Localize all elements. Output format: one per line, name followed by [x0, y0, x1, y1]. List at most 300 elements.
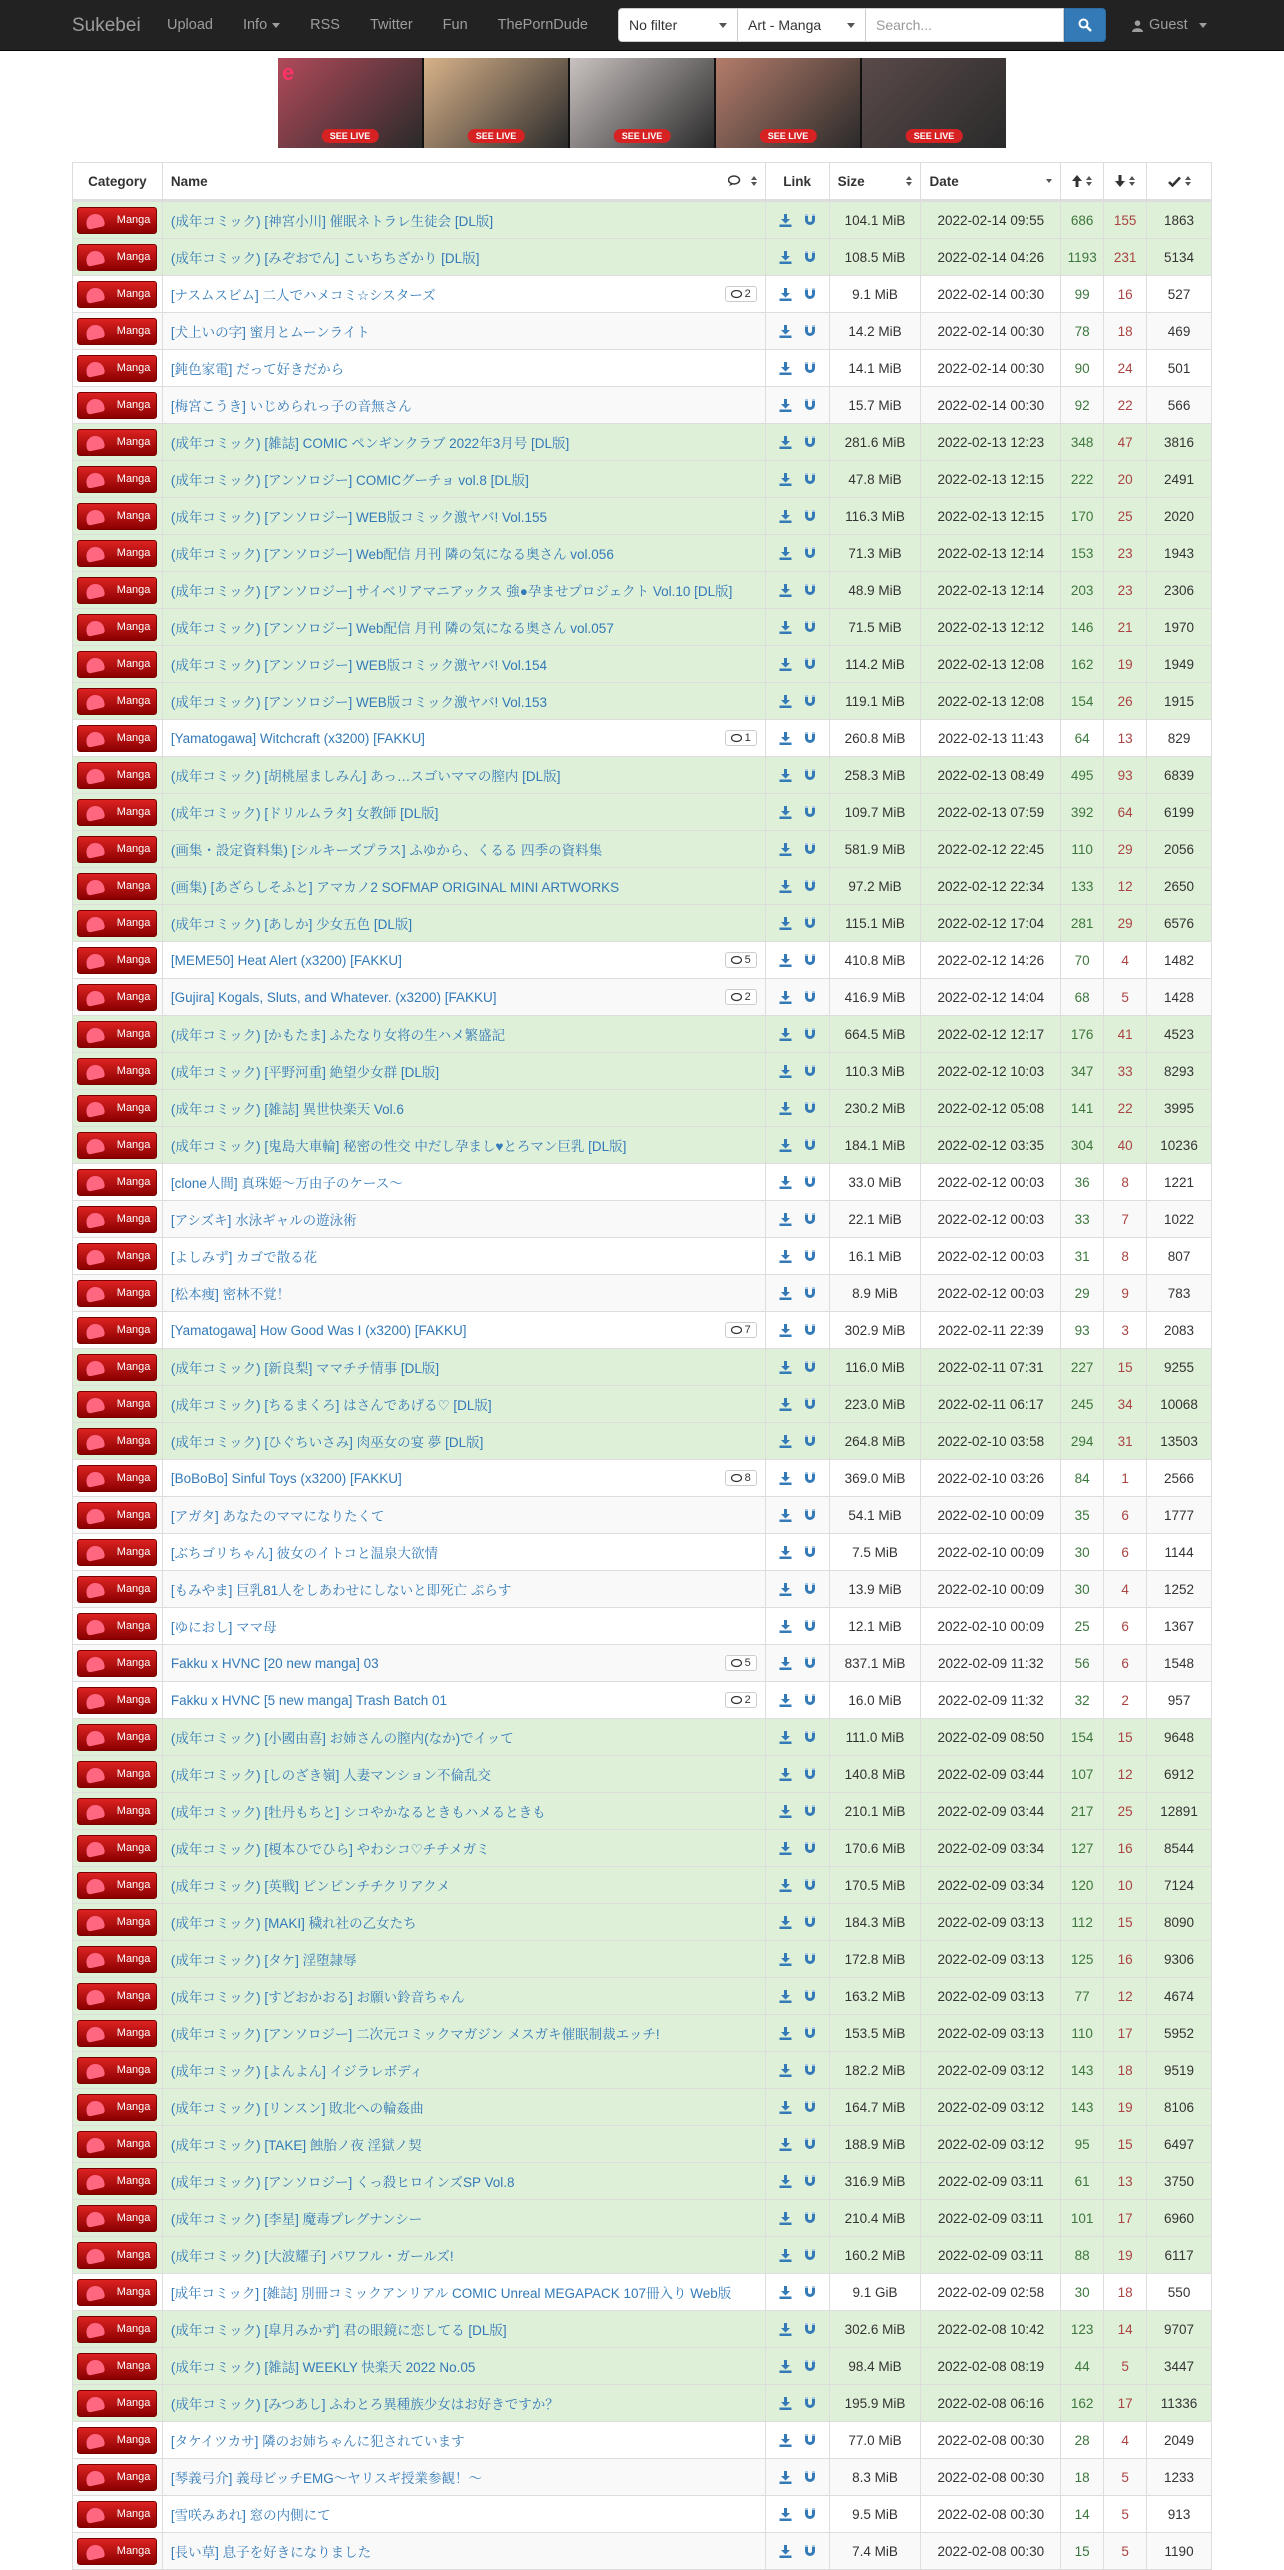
torrent-name-link[interactable]: Fakku x HVNC [5 new manga] Trash Batch 01	[170, 1692, 447, 1708]
magnet-icon[interactable]	[804, 1250, 816, 1263]
download-icon[interactable]	[779, 1139, 792, 1152]
ad-tile[interactable]	[570, 58, 716, 148]
manga-category-badge[interactable]	[77, 836, 157, 863]
download-icon[interactable]	[779, 2286, 792, 2299]
torrent-name-link[interactable]: [ナスムスビム] 二人でハメコミ☆シスターズ	[170, 288, 436, 303]
download-icon[interactable]	[779, 2397, 792, 2410]
manga-category-badge[interactable]	[77, 1539, 157, 1566]
torrent-name-link[interactable]: (成年コミック) [アンソロジー] COMICグーチョ vol.8 [DL版]	[170, 473, 529, 488]
magnet-icon[interactable]	[804, 1028, 816, 1041]
search-input[interactable]: Search...	[866, 8, 1064, 42]
torrent-name-link[interactable]: [犬上いの字] 蜜月とムーンライト	[170, 325, 370, 340]
seeders-cell: 154	[1060, 1719, 1103, 1755]
magnet-icon[interactable]	[804, 1176, 816, 1189]
magnet-icon[interactable]	[804, 214, 816, 227]
magnet-icon[interactable]	[804, 510, 816, 523]
download-icon[interactable]	[779, 1620, 792, 1633]
magnet-icon[interactable]	[804, 621, 816, 634]
torrent-name-link[interactable]: [アシズキ] 水泳ギャルの遊泳術	[170, 1213, 357, 1228]
download-icon[interactable]	[779, 2027, 792, 2040]
download-icon[interactable]	[779, 1176, 792, 1189]
download-icon[interactable]	[779, 362, 792, 375]
download-icon[interactable]	[779, 325, 792, 338]
manga-category-badge[interactable]	[77, 725, 157, 752]
magnet-icon[interactable]	[804, 547, 816, 560]
manga-category-badge[interactable]	[77, 1761, 157, 1788]
torrent-name-link[interactable]: [Yamatogawa] Witchcraft (x3200) [FAKKU]	[170, 730, 425, 746]
torrent-name-link[interactable]: [もみやま] 巨乳81人をしあわせにしないと即死亡 ぷらす	[170, 1583, 512, 1598]
comments-badge[interactable]	[725, 286, 757, 302]
download-icon[interactable]	[779, 2138, 792, 2151]
download-icon[interactable]	[779, 880, 792, 893]
manga-category-badge[interactable]	[77, 392, 157, 419]
magnet-icon[interactable]	[804, 1583, 816, 1596]
torrent-name-link[interactable]: (成年コミック) [あしか] 少女五色 [DL版]	[170, 917, 413, 932]
completed-cell: 1233	[1146, 2459, 1211, 2495]
magnet-icon[interactable]	[804, 843, 816, 856]
magnet-icon[interactable]	[804, 1065, 816, 1078]
magnet-icon[interactable]	[804, 2175, 816, 2188]
manga-category-badge[interactable]	[77, 2020, 157, 2047]
comments-badge[interactable]	[725, 1322, 757, 1338]
magnet-icon[interactable]	[804, 991, 816, 1004]
manga-category-badge[interactable]	[77, 1317, 157, 1344]
download-icon[interactable]	[779, 1028, 792, 1041]
see-live-button[interactable]: SEE LIVE	[760, 129, 817, 143]
download-icon[interactable]	[779, 621, 792, 634]
torrent-name-link[interactable]: [琴義弓介] 義母ビッチEMG～ヤリスギ授業参観！～	[170, 2471, 483, 2486]
download-icon[interactable]	[779, 991, 792, 1004]
download-icon[interactable]	[779, 584, 792, 597]
download-icon[interactable]	[779, 1509, 792, 1522]
manga-category-badge[interactable]	[77, 540, 157, 567]
torrent-name-link[interactable]: (成年コミック) [牡丹もちと] シコやかなるときもハメるときも	[170, 1805, 546, 1820]
manga-category-badge[interactable]	[77, 2538, 157, 2565]
manga-category-badge[interactable]	[77, 1983, 157, 2010]
download-icon[interactable]	[779, 806, 792, 819]
header-size[interactable]	[829, 163, 921, 199]
ad-tile[interactable]	[716, 58, 862, 148]
ad-banner[interactable]	[278, 58, 1006, 148]
download-icon[interactable]	[779, 288, 792, 301]
magnet-icon[interactable]	[804, 584, 816, 597]
magnet-icon[interactable]	[804, 1657, 816, 1670]
header-name[interactable]	[162, 163, 765, 199]
see-live-button[interactable]: SEE LIVE	[468, 129, 525, 143]
header-comments-sort[interactable]	[728, 175, 757, 187]
magnet-icon[interactable]	[804, 1879, 816, 1892]
header-category[interactable]: Category	[88, 173, 147, 189]
manga-category-badge[interactable]	[77, 2057, 157, 2084]
torrent-name-link[interactable]: [ぶちゴリちゃん] 彼女のイトコと温泉大欲情	[170, 1546, 439, 1561]
torrent-name-link[interactable]: [MEME50] Heat Alert (x3200) [FAKKU]	[170, 952, 402, 968]
manga-category-badge[interactable]	[77, 614, 157, 641]
comments-badge[interactable]	[725, 1470, 757, 1486]
manga-category-badge[interactable]	[77, 2242, 157, 2269]
magnet-icon[interactable]	[804, 917, 816, 930]
manga-category-badge[interactable]	[77, 1465, 157, 1492]
download-icon[interactable]	[779, 917, 792, 930]
download-icon[interactable]	[779, 2212, 792, 2225]
torrent-name-link[interactable]: (成年コミック) [タケ] 淫堕隷辱	[170, 1953, 357, 1968]
torrent-name-link[interactable]: [Yamatogawa] How Good Was I (x3200) [FAKKU]	[170, 1322, 467, 1338]
magnet-icon[interactable]	[804, 1398, 816, 1411]
torrent-name-link[interactable]: [よしみず] カゴで散る花	[170, 1250, 318, 1265]
manga-category-badge[interactable]	[77, 1243, 157, 1270]
magnet-icon[interactable]	[804, 2101, 816, 2114]
torrent-name-link[interactable]: (成年コミック) [リンスン] 敗北への輪姦曲	[170, 2101, 424, 2116]
manga-category-badge[interactable]	[77, 762, 157, 789]
manga-category-badge[interactable]	[77, 1724, 157, 1751]
download-icon[interactable]	[779, 2175, 792, 2188]
magnet-icon[interactable]	[804, 806, 816, 819]
magnet-icon[interactable]	[804, 695, 816, 708]
download-icon[interactable]	[779, 1213, 792, 1226]
magnet-icon[interactable]	[804, 658, 816, 671]
magnet-icon[interactable]	[804, 473, 816, 486]
manga-category-badge[interactable]	[77, 1502, 157, 1529]
download-icon[interactable]	[779, 214, 792, 227]
torrent-name-link[interactable]: (成年コミック) [TAKE] 蝕胎ノ夜 淫獄ノ契	[170, 2138, 422, 2153]
manga-category-badge[interactable]	[77, 2316, 157, 2343]
manga-category-badge[interactable]	[77, 2279, 157, 2306]
torrent-name-link[interactable]: (成年コミック) [雑誌] 異世快楽天 Vol.6	[170, 1102, 404, 1117]
download-icon[interactable]	[779, 2360, 792, 2373]
manga-category-badge[interactable]	[77, 1021, 157, 1048]
manga-category-badge[interactable]	[77, 2168, 157, 2195]
magnet-icon[interactable]	[804, 2471, 816, 2484]
manga-category-badge[interactable]	[77, 2390, 157, 2417]
torrent-name-link[interactable]: (成年コミック) [雑誌] COMIC ペンギンクラブ 2022年3月号 [DL版]	[170, 436, 570, 451]
manga-category-badge[interactable]	[77, 1909, 157, 1936]
download-icon[interactable]	[779, 1731, 792, 1744]
manga-category-badge[interactable]	[77, 1835, 157, 1862]
category-select[interactable]	[738, 8, 866, 42]
ad-tile[interactable]	[862, 58, 1006, 148]
see-live-button[interactable]: SEE LIVE	[614, 129, 671, 143]
magnet-icon[interactable]	[804, 2064, 816, 2077]
manga-category-badge[interactable]	[77, 1095, 157, 1122]
magnet-icon[interactable]	[804, 1546, 816, 1559]
torrent-name-link[interactable]: (成年コミック) [MAKI] 穢れ社の乙女たち	[170, 1916, 417, 1931]
magnet-icon[interactable]	[804, 362, 816, 375]
torrent-name-link[interactable]: [BoBoBo] Sinful Toys (x3200) [FAKKU]	[170, 1470, 402, 1486]
download-icon[interactable]	[779, 1102, 792, 1115]
torrent-name-link[interactable]: (成年コミック) [英戦] ピンピンチチクリアクメ	[170, 1879, 450, 1894]
download-icon[interactable]	[779, 695, 792, 708]
download-icon[interactable]	[779, 2508, 792, 2521]
torrent-name-link[interactable]: (画集) [あざらしそふと] アマカノ2 SOFMAP ORIGINAL MINI ARTWORKS	[170, 880, 620, 895]
nav-theporndude[interactable]: ThePornDude	[497, 17, 588, 33]
download-icon[interactable]	[779, 1583, 792, 1596]
magnet-icon[interactable]	[804, 1102, 816, 1115]
download-icon[interactable]	[779, 732, 792, 745]
torrent-name-link[interactable]: (成年コミック) [みつあし] ふわとろ異種族少女はお好きですか？	[170, 2397, 559, 2412]
magnet-icon[interactable]	[804, 1361, 816, 1374]
download-icon[interactable]	[779, 1361, 792, 1374]
ad-tile[interactable]	[424, 58, 570, 148]
table-row	[73, 1385, 1211, 1422]
header-completed[interactable]	[1146, 163, 1211, 199]
torrent-name-link[interactable]: [鈍色家電] だって好きだから	[170, 362, 345, 377]
torrent-name-link[interactable]: (成年コミック) [アンソロジー] サイベリアマニアックス 強●孕ませプロジェクト Vol.10 [DL版]	[170, 584, 733, 599]
torrent-name-link[interactable]: (成年コミック) [李星] 魔毒プレグナンシー	[170, 2212, 423, 2227]
torrent-name-link[interactable]: (画集・設定資料集) [シルキーズプラス] ふゆから、くるる 四季の資料集	[170, 843, 603, 858]
search-button[interactable]	[1064, 8, 1106, 42]
manga-category-badge[interactable]	[77, 2131, 157, 2158]
manga-category-badge[interactable]	[77, 1872, 157, 1899]
download-icon[interactable]	[779, 1879, 792, 1892]
torrent-name-link[interactable]: (成年コミック) [小國由喜] お姉さんの膣内(なか)でイッて	[170, 1731, 514, 1746]
download-icon[interactable]	[779, 2249, 792, 2262]
see-live-button[interactable]: SEE LIVE	[322, 129, 379, 143]
download-icon[interactable]	[779, 1435, 792, 1448]
manga-category-badge[interactable]	[77, 244, 157, 271]
manga-category-badge[interactable]	[77, 318, 157, 345]
nav-twitter[interactable]: Twitter	[369, 17, 413, 33]
nav-upload[interactable]: Upload	[167, 17, 213, 33]
magnet-icon[interactable]	[804, 1842, 816, 1855]
magnet-icon[interactable]	[804, 1472, 816, 1485]
magnet-icon[interactable]	[804, 1731, 816, 1744]
torrent-name-link[interactable]: (成年コミック) [榎本ひでひら] やわシコ♡チチメガミ	[170, 1842, 490, 1857]
magnet-icon[interactable]	[804, 1287, 816, 1300]
torrent-name-link[interactable]: (成年コミック) [よんよん] イジラレボディ	[170, 2064, 423, 2079]
see-live-button[interactable]: SEE LIVE	[906, 129, 963, 143]
magnet-icon[interactable]	[804, 2212, 816, 2225]
torrent-name-link[interactable]: [梅宮こうき] いじめられっ子の音無さん	[170, 399, 412, 414]
download-icon[interactable]	[779, 1842, 792, 1855]
magnet-icon[interactable]	[804, 1805, 816, 1818]
download-icon[interactable]	[779, 251, 792, 264]
comments-badge[interactable]	[725, 1655, 757, 1671]
torrent-name-link[interactable]: (成年コミック) [アンソロジー] 二次元コミックマガジン メスガキ催眠制裁エッチ!	[170, 2027, 660, 2042]
download-icon[interactable]	[779, 473, 792, 486]
download-icon[interactable]	[779, 2434, 792, 2447]
download-icon[interactable]	[779, 1287, 792, 1300]
magnet-icon[interactable]	[804, 954, 816, 967]
torrent-name-link[interactable]: (成年コミック) [ドリルムラタ] 女教師 [DL版]	[170, 806, 439, 821]
torrent-name-link[interactable]: [成年コミック] [雑誌] 別冊コミックアンリアル COMIC Unreal MEGAPACK 107冊入り Web版	[170, 2286, 732, 2301]
user-menu[interactable]	[1132, 0, 1207, 51]
download-icon[interactable]	[779, 1657, 792, 1670]
download-icon[interactable]	[779, 1250, 792, 1263]
torrent-name-link[interactable]: (成年コミック) [新良梨] ママチチ情事 [DL版]	[170, 1361, 440, 1376]
comments-badge[interactable]	[725, 1692, 757, 1708]
magnet-icon[interactable]	[804, 1324, 816, 1337]
magnet-icon[interactable]	[804, 1435, 816, 1448]
download-icon[interactable]	[779, 1546, 792, 1559]
magnet-icon[interactable]	[804, 2027, 816, 2040]
magnet-icon[interactable]	[804, 1509, 816, 1522]
magnet-icon[interactable]	[804, 1916, 816, 1929]
date-cell: 2022-02-10 00:09	[920, 1534, 1060, 1570]
header-leechers[interactable]	[1103, 163, 1146, 199]
magnet-icon[interactable]	[804, 1694, 816, 1707]
filter-select[interactable]	[618, 8, 738, 42]
download-icon[interactable]	[779, 2101, 792, 2114]
manga-category-badge[interactable]	[77, 1798, 157, 1825]
manga-category-badge[interactable]	[77, 1280, 157, 1307]
torrent-name-link[interactable]: (成年コミック) [アンソロジー] くっ殺ヒロインズSP Vol.8	[170, 2175, 515, 2190]
manga-category-badge[interactable]	[77, 651, 157, 678]
download-icon[interactable]	[779, 658, 792, 671]
manga-category-badge[interactable]	[77, 1576, 157, 1603]
torrent-name-link[interactable]: (成年コミック) [アンソロジー] Web配信 月刊 隣の気になる奥さん vol.057	[170, 621, 614, 636]
manga-category-badge[interactable]	[77, 1687, 157, 1714]
magnet-icon[interactable]	[804, 2508, 816, 2521]
torrent-name-link[interactable]: (成年コミック) [平野河重] 絶望少女群 [DL版]	[170, 1065, 440, 1080]
torrent-name-link[interactable]: [雪咲みあれ] 窓の内側にて	[170, 2508, 331, 2523]
torrent-name-link[interactable]: [clone人間] 真珠姫〜万由子のケース〜	[170, 1176, 403, 1191]
torrent-name-link[interactable]: (成年コミック) [アンソロジー] WEB版コミック激ヤバ! Vol.153	[170, 695, 548, 710]
manga-category-badge[interactable]	[77, 577, 157, 604]
magnet-icon[interactable]	[804, 2360, 816, 2373]
torrent-name-link[interactable]: (成年コミック) [胡桃屋ましみん] あっ…スゴいママの膣内 [DL版]	[170, 769, 561, 784]
category-label: Manga	[116, 2545, 151, 2557]
magnet-icon[interactable]	[804, 2138, 816, 2151]
nav-fun[interactable]: Fun	[442, 17, 468, 33]
torrent-name-link[interactable]: (成年コミック) [雑誌] WEEKLY 快楽天 2022 No.05	[170, 2360, 476, 2375]
header-date[interactable]	[920, 163, 1060, 199]
manga-category-badge[interactable]	[77, 984, 157, 1011]
nav-info-dropdown[interactable]	[228, 0, 295, 51]
download-icon[interactable]	[779, 843, 792, 856]
download-icon[interactable]	[779, 2064, 792, 2077]
download-icon[interactable]	[779, 1472, 792, 1485]
manga-category-badge[interactable]	[77, 2427, 157, 2454]
manga-category-badge[interactable]	[77, 1354, 157, 1381]
manga-category-badge[interactable]	[77, 1058, 157, 1085]
torrent-name-link[interactable]: (成年コミック) [ちるまくろ] はさんであげる♡ [DL版]	[170, 1398, 492, 1413]
torrent-name-link[interactable]: (成年コミック) [大波耀子] パワフル・ガールズ!	[170, 2249, 454, 2264]
nav-rss[interactable]: RSS	[310, 17, 340, 33]
torrent-name-link[interactable]: (成年コミック) [皐月みかず] 君の眼鏡に恋してる [DL版]	[170, 2323, 507, 2338]
download-icon[interactable]	[779, 436, 792, 449]
magnet-icon[interactable]	[804, 1213, 816, 1226]
download-icon[interactable]	[779, 1768, 792, 1781]
torrent-name-link[interactable]: [Gujira] Kogals, Sluts, and Whatever. (x3200) [FAKKU]	[170, 989, 497, 1005]
torrent-name-link[interactable]: [ゆにおし] ママ母	[170, 1620, 277, 1635]
torrent-name-link[interactable]: (成年コミック) [アンソロジー] WEB版コミック激ヤバ! Vol.155	[170, 510, 548, 525]
magnet-icon[interactable]	[804, 732, 816, 745]
download-icon[interactable]	[779, 2471, 792, 2484]
magnet-icon[interactable]	[804, 2545, 816, 2558]
download-icon[interactable]	[779, 2323, 792, 2336]
brand-link[interactable]: Sukebei	[72, 15, 141, 36]
torrent-name-link[interactable]: (成年コミック) [しのざき嶺] 人妻マンション不倫乱交	[170, 1768, 491, 1783]
manga-category-badge[interactable]	[77, 1946, 157, 1973]
manga-category-badge[interactable]	[77, 503, 157, 530]
manga-category-badge[interactable]	[77, 947, 157, 974]
manga-category-badge[interactable]	[77, 910, 157, 937]
manga-category-badge[interactable]	[77, 799, 157, 826]
torrent-name-link[interactable]: [アガタ] あなたのママになりたくて	[170, 1509, 385, 1524]
download-icon[interactable]	[779, 1398, 792, 1411]
download-icon[interactable]	[779, 510, 792, 523]
torrent-name-link[interactable]: (成年コミック) [神宮小川] 催眠ネトラレ生徒会 [DL版]	[170, 214, 494, 229]
manga-category-badge[interactable]	[77, 1428, 157, 1455]
download-icon[interactable]	[779, 399, 792, 412]
magnet-icon[interactable]	[804, 2434, 816, 2447]
manga-category-badge[interactable]	[77, 1613, 157, 1640]
manga-category-badge[interactable]	[77, 281, 157, 308]
magnet-icon[interactable]	[804, 880, 816, 893]
download-icon[interactable]	[779, 1916, 792, 1929]
download-icon[interactable]	[779, 1953, 792, 1966]
magnet-icon[interactable]	[804, 288, 816, 301]
torrent-name-link[interactable]: (成年コミック) [かもたま] ふたなり女将の生ハメ繁盛記	[170, 1028, 506, 1043]
magnet-icon[interactable]	[804, 2286, 816, 2299]
magnet-icon[interactable]	[804, 769, 816, 782]
manga-category-badge[interactable]	[77, 1169, 157, 1196]
comments-badge[interactable]	[725, 989, 757, 1005]
torrent-name-link[interactable]: (成年コミック) [みぞおでん] こいちちざかり [DL版]	[170, 251, 480, 266]
comments-badge[interactable]	[725, 952, 757, 968]
manga-category-badge[interactable]	[77, 1650, 157, 1677]
torrent-name-link[interactable]: [松本痩] 密林不覚！	[170, 1287, 291, 1302]
magnet-icon[interactable]	[804, 2249, 816, 2262]
torrent-name-link[interactable]: (成年コミック) [すどおかおる] お願い鈴音ちゃん	[170, 1990, 465, 2005]
magnet-icon[interactable]	[804, 1953, 816, 1966]
download-icon[interactable]	[779, 769, 792, 782]
comments-badge[interactable]	[725, 730, 757, 746]
download-icon[interactable]	[779, 1694, 792, 1707]
manga-category-badge[interactable]	[77, 688, 157, 715]
download-icon[interactable]	[779, 2545, 792, 2558]
magnet-icon[interactable]	[804, 1139, 816, 1152]
magnet-icon[interactable]	[804, 1990, 816, 2003]
manga-category-badge[interactable]	[77, 2353, 157, 2380]
magnet-icon[interactable]	[804, 251, 816, 264]
magnet-icon[interactable]	[804, 2397, 816, 2410]
download-icon[interactable]	[779, 1324, 792, 1337]
manga-category-badge[interactable]	[77, 207, 157, 234]
manga-category-badge[interactable]	[77, 355, 157, 382]
header-seeders[interactable]	[1060, 163, 1103, 199]
manga-category-badge[interactable]	[77, 2501, 157, 2528]
manga-category-badge[interactable]	[77, 1132, 157, 1159]
magnet-icon[interactable]	[804, 436, 816, 449]
magnet-icon[interactable]	[804, 325, 816, 338]
manga-category-badge[interactable]	[77, 466, 157, 493]
manga-category-badge[interactable]	[77, 1391, 157, 1418]
magnet-icon[interactable]	[804, 1768, 816, 1781]
torrent-name-link[interactable]: (成年コミック) [アンソロジー] WEB版コミック激ヤバ! Vol.154	[170, 658, 548, 673]
torrent-name-link[interactable]: (成年コミック) [ひぐちいさみ] 肉巫女の宴 夢 [DL版]	[170, 1435, 484, 1450]
manga-category-badge[interactable]	[77, 429, 157, 456]
manga-category-badge[interactable]	[77, 1206, 157, 1233]
manga-category-badge[interactable]	[77, 873, 157, 900]
magnet-icon[interactable]	[804, 1620, 816, 1633]
torrent-name-link[interactable]: (成年コミック) [鬼島大車輪] 秘密の性交 中だし孕まし♥とろマン巨乳 [DL版]	[170, 1139, 627, 1154]
manga-category-badge[interactable]	[77, 2094, 157, 2121]
torrent-name-link[interactable]: (成年コミック) [アンソロジー] Web配信 月刊 隣の気になる奥さん vol.056	[170, 547, 614, 562]
torrent-name-link[interactable]: [長い草] 息子を好きになりました	[170, 2545, 372, 2560]
manga-category-badge[interactable]	[77, 2464, 157, 2491]
magnet-icon[interactable]	[804, 2323, 816, 2336]
download-icon[interactable]	[779, 1065, 792, 1078]
download-icon[interactable]	[779, 954, 792, 967]
download-icon[interactable]	[779, 1990, 792, 2003]
torrent-name-link[interactable]: [タケイツカサ] 隣のお姉ちゃんに犯されています	[170, 2434, 465, 2449]
torrent-name-link[interactable]: Fakku x HVNC [20 new manga] 03	[170, 1655, 379, 1671]
ad-tile[interactable]	[278, 58, 424, 148]
manga-category-badge[interactable]	[77, 2205, 157, 2232]
download-icon[interactable]	[779, 547, 792, 560]
download-icon[interactable]	[779, 1805, 792, 1818]
magnet-icon[interactable]	[804, 399, 816, 412]
